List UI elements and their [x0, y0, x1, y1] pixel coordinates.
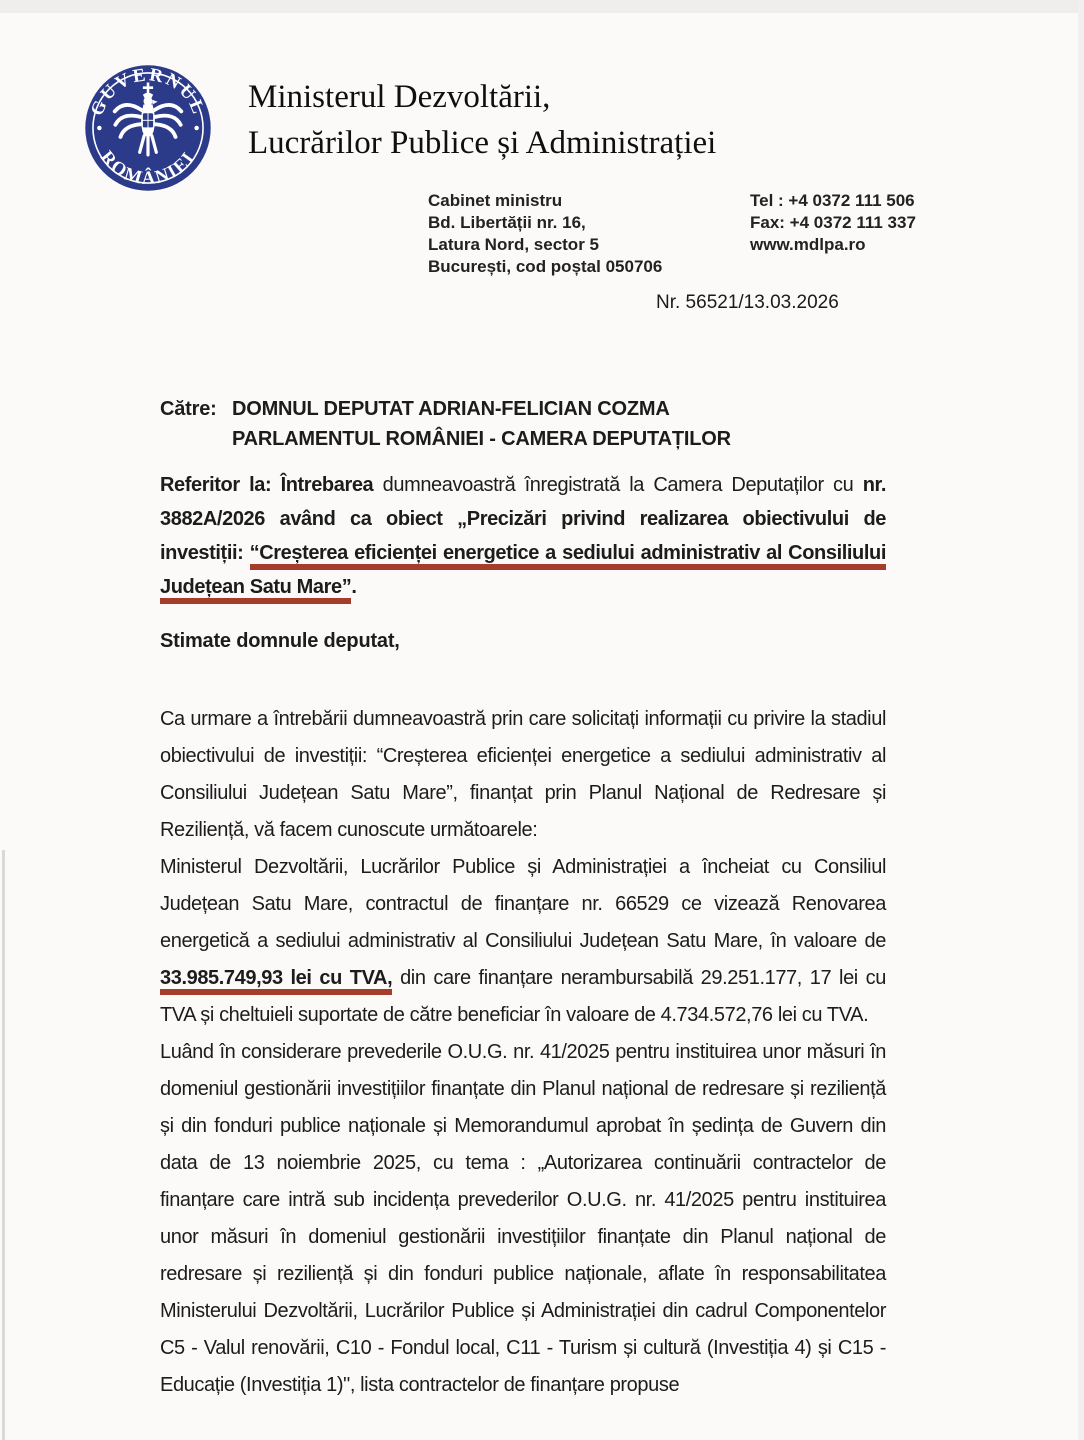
text-run: . — [351, 576, 357, 598]
salutation: Stimate domnule deputat, — [160, 630, 400, 652]
address-line: Latura Nord, sector 5 — [428, 235, 599, 254]
text-run: nr. 3882A/2026 având ca obiect „Precizări privind realizarea obiectivului de investiții: — [160, 474, 886, 564]
website-line: www.mdlpa.ro — [750, 235, 866, 254]
body-paragraphs — [160, 701, 886, 1404]
recipient-institution: PARLAMENTUL ROMÂNIEI - CAMERA DEPUTAȚILOR — [232, 428, 731, 450]
text-run: dumneavoastră înregistrată la Camera Deputaților cu — [382, 474, 863, 496]
seal-text-top: GUVERNUL — [86, 64, 210, 119]
highlighted-text: “Creșterea eficienței energetice a sediului administrativ al Consiliului Județean Satu Mare” — [160, 542, 886, 604]
ministry-name-line1: Ministerul Dezvoltării, — [248, 79, 551, 115]
text-run: Ministerul Dezvoltării, Lucrărilor Publice și Administrației a încheiat cu Consiliul Județean Satu Mare, contractul de finanțare nr. 66529 ce vizează Renovarea energetică a sediului administrativ al Consiliului Județean Satu Mare, în valoare de — [160, 856, 886, 952]
address-block — [428, 190, 662, 278]
letter-body — [160, 394, 886, 1404]
fax-line: Fax: +4 0372 111 337 — [750, 213, 916, 232]
phone-line: Tel : +4 0372 111 506 — [750, 191, 915, 210]
scan-edge-right — [1078, 0, 1084, 1440]
text-run: Referitor la: Întrebarea — [160, 474, 383, 496]
text-run: din care finanțare nerambursabilă 29.251.177, 17 lei cu TVA și cheltuieli suportate de către beneficiar în valoare de 4.734.572,76 lei cu TVA. — [160, 967, 886, 1026]
text-run: Ca urmare a întrebării dumneavoastră prin care solicitați informații cu privire la stadiul obiectivului de investiții: “Creșterea eficienței energetice a sediului administrativ al Consiliului Județean Satu Mare”, finanțat prin Planul Național de Redresare și Reziliență, vă facem cunoscute următoarele: — [160, 708, 886, 841]
paragraph — [160, 701, 886, 849]
paragraph — [160, 1034, 886, 1404]
text-run: Luând în considerare prevederile O.U.G. nr. 41/2025 pentru instituirea unor măsuri în domeniul gestionării investițiilor finanțate din Planul național de redresare și reziliență și din fonduri publice naționale și Memorandumul aprobat în ședința de Guvern din data de 13 noiembrie 2025, cu tema : „Autorizarea continuării contractelor de finanțare care intră sub incidența prevederilor O.U.G. nr. 41/2025 pentru instituirea unor măsuri în domeniul gestionării investițiilor finanțate din Planul național de redresare și reziliență și din fonduri publice naționale, aflate în responsabilitatea Ministerului Dezvoltării, Lucrărilor Publice și Administrației din cadrul Componentelor C5 - Valul renovării, C10 - Fondul local, C11 - Turism și cultură (Investiția 4) și C15 - Educație (Investiția 1)", lista contractelor de finanțare propuse — [160, 1041, 886, 1396]
recipient-to-label: Către: — [160, 398, 217, 420]
registration-number: Nr. 56521/13.03.2026 — [656, 292, 839, 313]
address-line: București, cod poștal 050706 — [428, 257, 663, 276]
highlighted-text: 33.985.749,93 lei cu TVA, — [160, 967, 392, 995]
address-line: Bd. Libertății nr. 16, — [428, 213, 586, 232]
scan-edge-top — [0, 0, 1084, 13]
address-line: Cabinet ministru — [428, 191, 563, 210]
contact-block — [750, 190, 916, 256]
paragraph — [160, 849, 886, 1034]
scan-edge-left — [2, 850, 5, 1440]
recipient-name: DOMNUL DEPUTAT ADRIAN-FELICIAN COZMA — [232, 398, 670, 420]
seal-text-bottom: ROMÂNIEI — [95, 146, 200, 189]
ministry-name — [248, 74, 716, 166]
government-of-romania-seal-icon — [84, 64, 212, 192]
recipient-block — [160, 394, 886, 454]
subject-paragraph — [160, 468, 886, 604]
ministry-name-line2: Lucrărilor Publice și Administrației — [248, 125, 717, 161]
